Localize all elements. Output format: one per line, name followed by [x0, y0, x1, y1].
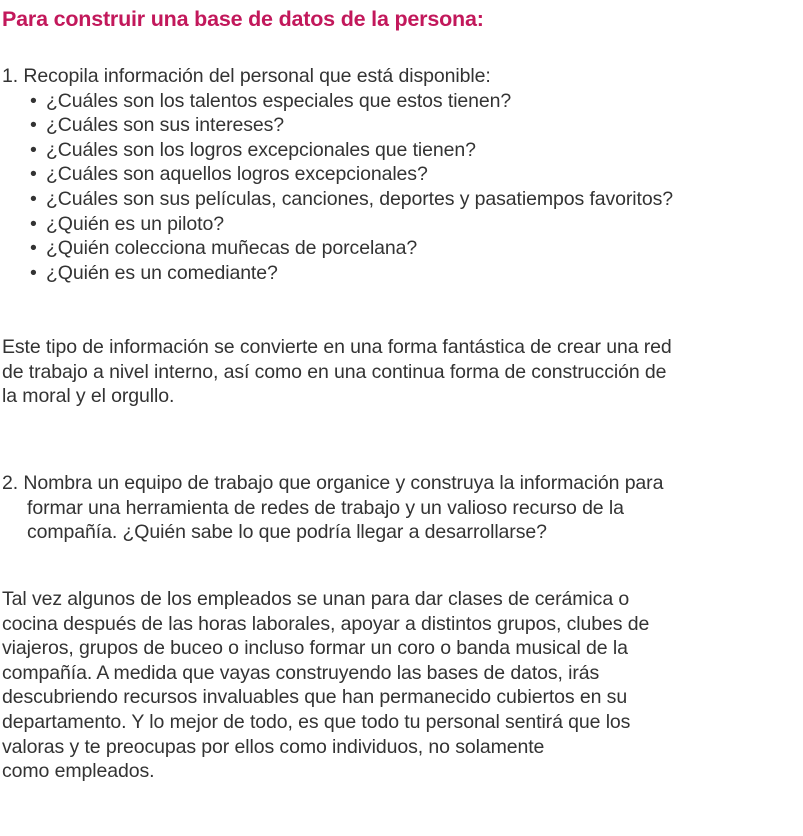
list-item — [29, 261, 801, 286]
section-2-line: compañía. ¿Quién sabe lo que podría llegar a desarrollarse? — [27, 521, 547, 544]
list-item — [29, 212, 801, 237]
list-item-text: ¿Cuáles son sus intereses? — [46, 114, 285, 137]
section-1-number: 1. — [2, 65, 19, 87]
page-title: Para construir una base de datos de la persona: — [2, 7, 484, 31]
paragraph-2 — [2, 587, 801, 784]
section-2 — [2, 471, 801, 545]
bullet-icon: • — [30, 163, 37, 186]
list-item — [29, 187, 801, 212]
list-item — [29, 89, 801, 114]
section-1-bullet-list — [2, 89, 801, 286]
section-1-heading — [2, 64, 801, 89]
paragraph-2-line: valoras y te preocupas por ellos como individuos, no solamente — [2, 735, 545, 758]
list-item — [29, 236, 801, 261]
paragraph-2-line: departamento. Y lo mejor de todo, es que todo tu personal sentirá que los — [2, 710, 631, 733]
section-2-line: 2. Nombra un equipo de trabajo que organice y construya la información para — [2, 472, 664, 494]
bullet-icon: • — [30, 237, 37, 260]
bullet-icon: • — [30, 89, 37, 112]
paragraph-2-line: viajeros, grupos de buceo o incluso formar un coro o banda musical de la — [2, 637, 628, 660]
paragraph-2-line: cocina después de las horas laborales, apoyar a distintos grupos, clubes de — [2, 612, 650, 635]
bullet-icon: • — [30, 187, 37, 210]
bullet-icon: • — [30, 212, 37, 235]
bullet-icon: • — [30, 114, 37, 137]
section-1-heading-text: Recopila información del personal que está disponible: — [23, 65, 491, 87]
paragraph-2-line: compañía. A medida que vayas construyendo las bases de datos, irás — [2, 661, 600, 684]
list-item — [29, 138, 801, 163]
bullet-icon: • — [30, 261, 37, 284]
list-item — [29, 113, 801, 138]
list-item-text: ¿Cuáles son los logros excepcionales que tienen? — [46, 138, 476, 161]
section-1 — [2, 64, 801, 285]
paragraph-1-line: de trabajo a nivel interno, así como en una continua forma de construcción de — [2, 360, 667, 383]
list-item-text: ¿Cuáles son sus películas, canciones, deportes y pasatiempos favoritos? — [46, 187, 673, 210]
paragraph-1-line: Este tipo de información se convierte en una forma fantástica de crear una red — [2, 336, 672, 358]
list-item-text: ¿Quién es un piloto? — [46, 212, 224, 235]
section-2-line: formar una herramienta de redes de trabajo y un valioso recurso de la — [27, 496, 624, 519]
paragraph-1-line: la moral y el orgullo. — [2, 385, 175, 408]
paragraph-2-line: descubriendo recursos invaluables que han permanecido cubiertos en su — [2, 686, 628, 709]
bullet-icon: • — [30, 138, 37, 161]
list-item-text: ¿Cuáles son los talentos especiales que estos tienen? — [46, 89, 512, 112]
paragraph-1 — [2, 335, 801, 409]
list-item — [29, 162, 801, 187]
paragraph-2-line: como empleados. — [2, 760, 155, 783]
list-item-text: ¿Cuáles son aquellos logros excepcionales? — [46, 163, 428, 186]
paragraph-2-line: Tal vez algunos de los empleados se unan para dar clases de cerámica o — [2, 588, 630, 610]
list-item-text: ¿Quién colecciona muñecas de porcelana? — [46, 237, 418, 260]
list-item-text: ¿Quién es un comediante? — [46, 261, 278, 284]
